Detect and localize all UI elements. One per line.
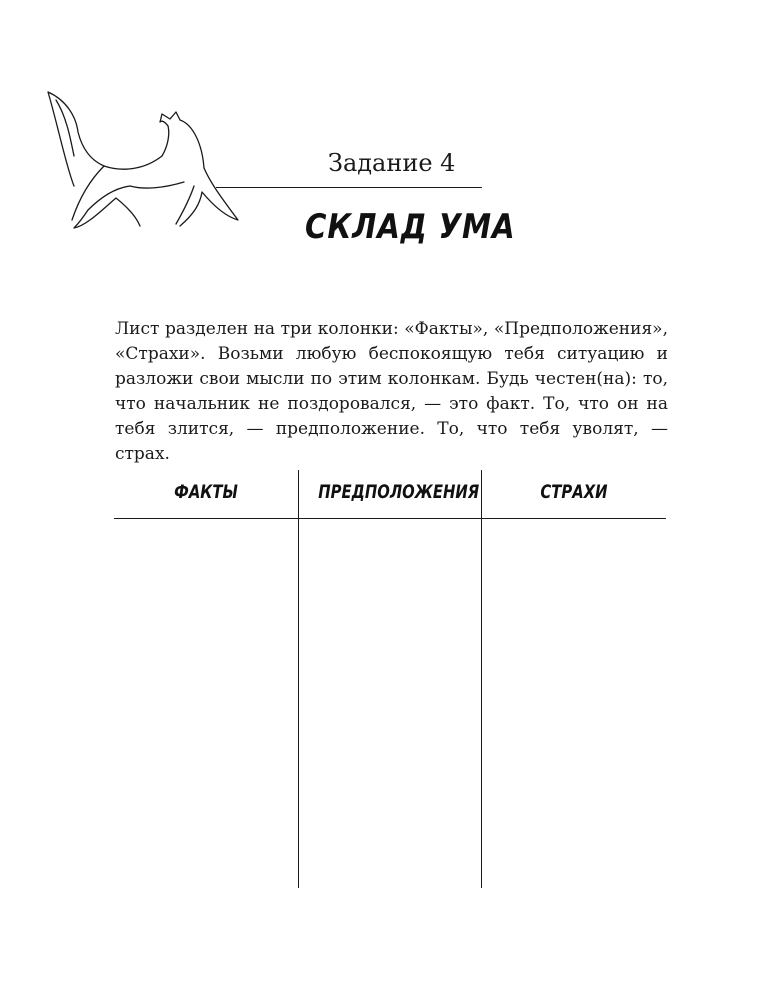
- cat-head-stroke: [160, 112, 204, 168]
- cat-tail-stroke: [48, 92, 104, 186]
- instructions-paragraph: Лист разделен на три колонки: «Факты», «Предположения», «Страхи». Возьми любую беспокоящую тебя ситуацию и разложи свои мысли по этим колонкам. Будь честен(на): то, что начальник не поздоровался, — это факт. То, что он на тебя злится, — предположение. То, что тебя уволят, — страх.: [115, 319, 668, 464]
- column-header-facts: ФАКТЫ: [174, 481, 238, 503]
- cat-back-stroke: [104, 126, 169, 169]
- walking-cat-line-icon: [44, 86, 244, 236]
- header-divider: [216, 187, 482, 188]
- cat-tail-inner-stroke: [56, 100, 74, 156]
- column-header-assumptions: ПРЕДПОЛОЖЕНИЯ: [318, 481, 480, 503]
- cat-front-leg-stroke: [180, 168, 238, 226]
- cat-front-leg-inner-stroke: [176, 186, 194, 224]
- page-title: СКЛАД УМА: [305, 207, 516, 247]
- task-number: Задание 4: [328, 149, 456, 177]
- column-divider-2: [481, 470, 482, 888]
- column-header-fears: СТРАХИ: [540, 481, 608, 503]
- three-column-table: [114, 470, 666, 888]
- cat-belly-stroke: [130, 182, 184, 188]
- table-header-rule: [114, 518, 666, 519]
- column-divider-1: [298, 470, 299, 888]
